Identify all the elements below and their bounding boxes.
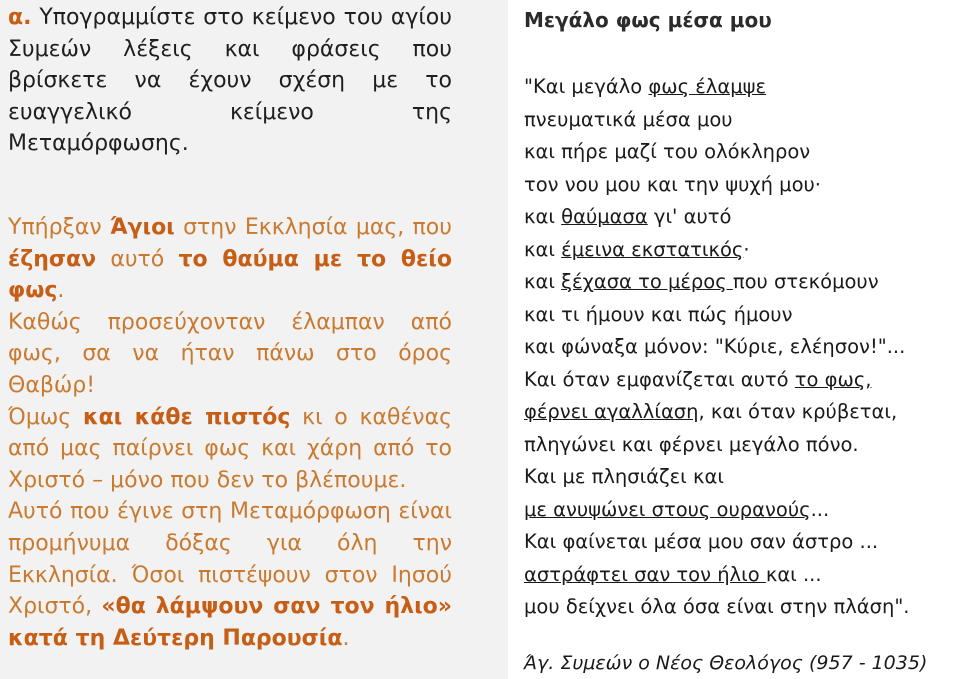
- poem-line: [524, 591, 910, 624]
- poem-line: [524, 234, 910, 267]
- emphasis-miracle: το θαύμα με το θείο φως: [8, 246, 452, 304]
- poem-underlined-phrase: έμεινα εκστατικός: [561, 237, 744, 261]
- poem-underlined-phrase: αστράφτει σαν τον ήλιο: [524, 562, 766, 586]
- poem-text-run: και: [524, 205, 562, 228]
- poem-line: [524, 396, 910, 429]
- poem-text-run: γι' αυτό: [647, 205, 732, 228]
- poem-line: [524, 364, 910, 397]
- poem-text-run: Και όταν εμφανίζεται αυτό: [524, 367, 795, 391]
- poem-text-run: και πήρε μαζί του ολόκληρον: [524, 140, 811, 163]
- poem-line: [524, 169, 910, 202]
- text-run: Υπήρξαν: [8, 214, 110, 240]
- poem-line: [524, 104, 910, 137]
- poem-text-run: πληγώνει και φέρνει μεγάλο πόνο.: [524, 432, 859, 456]
- paragraph-saints: [8, 212, 452, 307]
- poem-line: [524, 71, 910, 104]
- poem-text-run: και φώναξα μόνον: "Κύριε, ελέησον!"...: [524, 335, 906, 358]
- poem-text-run: Και φαίνεται μέσα μου σαν άστρο ...: [524, 530, 879, 553]
- poem-line: [524, 429, 910, 462]
- poem-title: Μεγάλο φως μέσα μου: [524, 8, 772, 32]
- question-text: Υπογραμμίστε στο κείμενο του αγίου Συμεών λέξεις και φράσεις που βρίσκετε να έχουν σχέση με το ευαγγελικό κείμενο της Μεταμόρφωσης.: [8, 5, 452, 157]
- poem-line: [524, 299, 910, 332]
- text-run: κι ο καθένας από μας παίρνει φως και χάρη από το Χριστό – μόνο που δεν το βλέπουμε.: [8, 404, 453, 493]
- poem-text-run: τον νου μου και την ψυχή μου·: [524, 172, 822, 196]
- text-run: .: [342, 625, 350, 651]
- emphasis-shine: «θα λάμψουν σαν τον ήλιο» κατά τη Δεύτερη Παρουσία: [8, 594, 452, 651]
- emphasis-lived: έζησαν: [8, 246, 97, 272]
- text-run: αυτό: [96, 246, 179, 272]
- poem-text-run: ...: [810, 497, 830, 521]
- text-run: στην Εκκλησία μας, που: [174, 214, 452, 240]
- paragraph-transfiguration: [8, 496, 452, 654]
- paragraph-faithful: [8, 402, 452, 497]
- poem-line: [524, 526, 910, 559]
- poem-line: [524, 201, 910, 234]
- poem-line: [524, 331, 910, 364]
- poem-text-run: μου δείχνει όλα όσα είναι στην πλάση".: [524, 595, 910, 618]
- poem-underlined-phrase: φέρνει αγαλλίαση: [524, 400, 699, 423]
- poem-text-run: και τι ήμουν και πώς ήμουν: [524, 302, 793, 326]
- poem-text-run: ·: [743, 237, 750, 261]
- poem-text-run: και ...: [765, 562, 822, 586]
- poem-text-run: πνευματικά μέσα μου: [524, 107, 733, 131]
- emphasis-faithful: και κάθε πιστός: [82, 404, 291, 430]
- paragraph-prayer: Καθώς προσεύχονταν έλαμπαν από φως, σα να ήταν πάνω στο όρος Θαβώρ!: [8, 309, 452, 398]
- poem-underlined-phrase: φως έλαμψε: [648, 75, 767, 98]
- poem-underlined-phrase: θαύμασα: [561, 205, 648, 228]
- poem: [524, 71, 910, 624]
- poem-signature: Άγ. Συμεών ο Νέος Θεολόγος (957 - 1035): [524, 652, 928, 674]
- poem-text-run: και: [524, 270, 562, 293]
- poem-line: [524, 136, 910, 169]
- paragraph-spacer: [8, 160, 452, 212]
- poem-underlined-phrase: το φως,: [794, 367, 872, 391]
- emphasis-saints: Άγιοι: [109, 214, 175, 240]
- poem-underlined-phrase: με ανυψώνει στους ουρανούς: [524, 497, 811, 521]
- question-paragraph: [8, 2, 452, 160]
- text-run: .: [57, 278, 65, 304]
- poem-line: [524, 461, 910, 494]
- question-label: α.: [8, 5, 32, 30]
- poem-line: [524, 266, 910, 299]
- commentary-text: [8, 2, 452, 654]
- poem-text-run: που στεκόμουν: [732, 270, 879, 293]
- poem-text-run: Και με πλησιάζει και: [524, 465, 724, 488]
- poem-text-run: και: [524, 237, 562, 261]
- poem-line: [524, 559, 910, 592]
- text-run: Αυτό που έγινε στη Μεταμόρφωση είναι προμήνυμα δόξας για όλη την Εκκλησία. Όσοι πιστέψουν στον Ιησού Χριστό,: [8, 499, 452, 620]
- text-run: Όμως: [8, 404, 83, 430]
- poem-text-run: , και όταν κρύβεται,: [698, 400, 898, 423]
- poem-line: [524, 494, 910, 527]
- poem-underlined-phrase: ξέχασα το μέρος: [561, 270, 733, 293]
- poem-text-run: "Και μεγάλο: [524, 75, 649, 98]
